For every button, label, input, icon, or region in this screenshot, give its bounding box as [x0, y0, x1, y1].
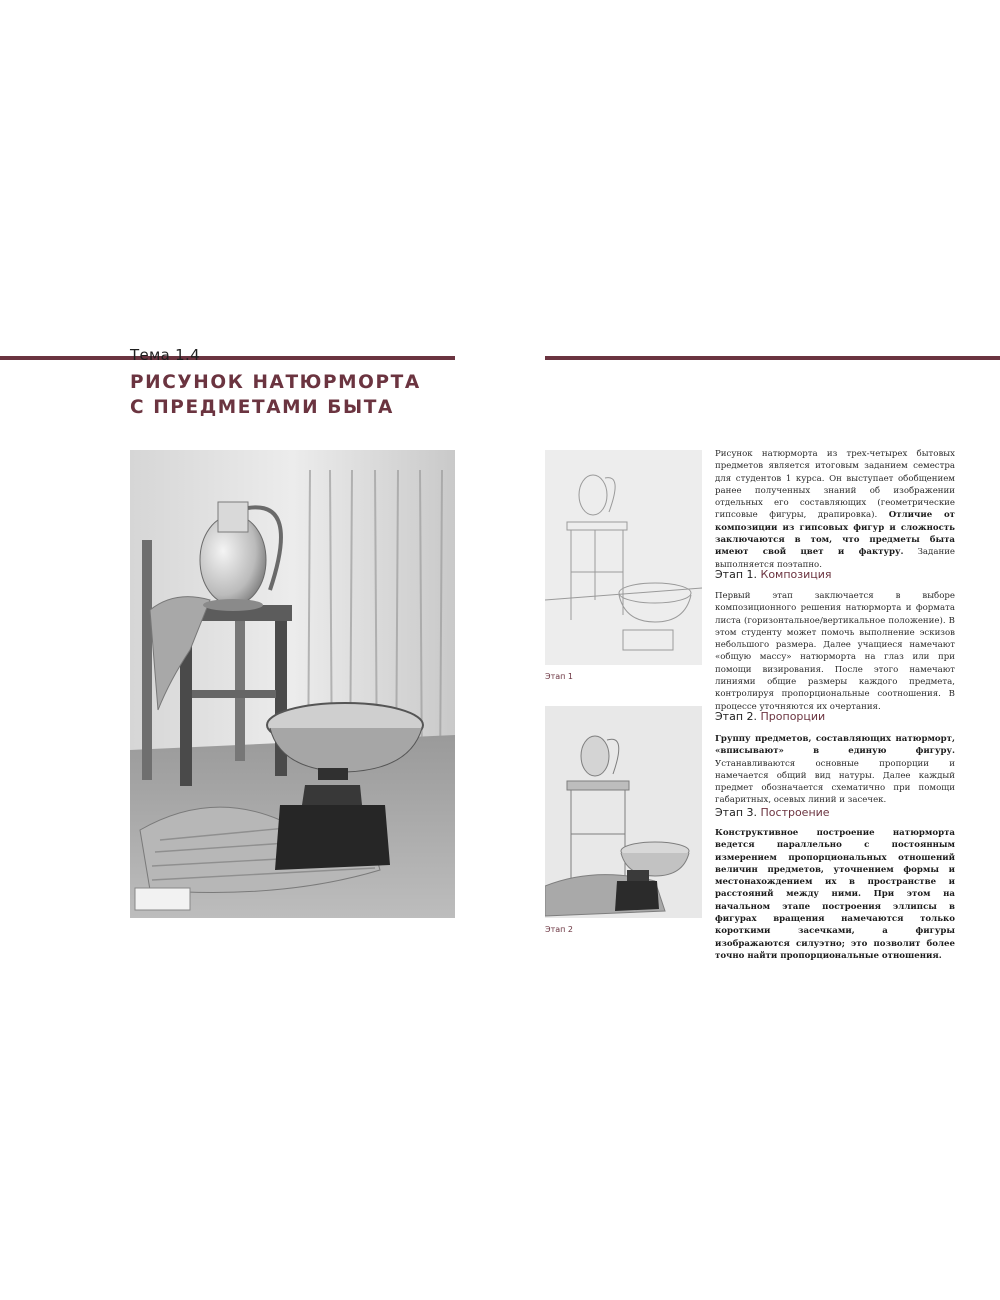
stage1-heading: [715, 568, 960, 581]
page-title: [130, 370, 460, 420]
stage1-caption: Этап 1: [545, 672, 574, 681]
stage1-drawing: [545, 450, 702, 665]
stage3-name: Построение: [760, 806, 830, 819]
topic-label: Тема 1.4: [130, 346, 200, 364]
stage1-paragraph: [715, 590, 955, 713]
intro-tail: Задание выполняется поэтапно.: [715, 547, 956, 570]
title-line-2: С ПРЕДМЕТАМИ БЫТА: [130, 397, 394, 418]
stage2-drawing: [545, 706, 702, 918]
main-still-life-drawing: [130, 450, 455, 918]
intro-plain: Рисунок натюрморта из трех-четырех бытовых предметов является итоговым заданием семестра для студентов 1 курса. Он выступает обобщением ранее полученных знаний об изображении отдельных его составляющих (геометрические гипсовые фигуры, драпировка).: [715, 449, 955, 521]
stage2-prefix: Этап 2.: [715, 710, 758, 723]
stage1-sketch-icon: [545, 450, 702, 665]
stage2-body: Устанавливаются основные пропорции и намечается общий вид натуры. Далее каждый предмет обозначается схематично при помощи габаритных, осевых линий и засечек.: [715, 758, 955, 806]
header-rule-right: [545, 356, 1000, 360]
still-life-drawing-icon: [130, 450, 455, 918]
stage2-bold: Группу предметов, составляющих натюрморт, «вписывают» в единую фигуру.: [715, 734, 955, 757]
stage1-name: Композиция: [760, 568, 832, 581]
intro-bold: Отличие от композиции из гипсовых фигур и сложность заключаются в том, что предметы быта имеют свой цвет и фактуру.: [715, 510, 955, 558]
stage3-heading: [715, 806, 960, 819]
stage2-name: Пропорции: [760, 710, 826, 723]
stage2-sketch-icon: [545, 706, 702, 918]
intro-paragraph: [715, 448, 955, 571]
stage1-body: Первый этап заключается в выборе композиционного решения натюрморта и формата листа (горизонтальное/вертикальное положение). В этом студенту может помочь выполнение эскизов небольшого размера. Далее учащиеся намечают «общую массу» натюрморта на глаз или при помощи визирования. После этого намечают линиями общие размеры каждого предмета, контролируя пропорциональные соотношения. В процессе уточняются их очертания.: [715, 591, 955, 712]
stage2-caption: Этап 2: [545, 925, 574, 934]
stage3-bold: Конструктивное построение натюрморта ведется параллельно с постоянным измерением пропорциональных отношений величин предметов, уточнением формы и местонахождением их в пространстве и расстояний между ними. При этом на начальном этапе построения эллипсы в фигурах вращения намечаются только короткими засечками, а фигуры изображаются силуэтно; это позволит более точно найти пропорциональные отношения.: [715, 828, 955, 961]
stage2-heading: [715, 710, 960, 723]
stage1-prefix: Этап 1.: [715, 568, 758, 581]
stage2-paragraph: [715, 733, 955, 807]
title-line-1: РИСУНОК НАТЮРМОРТА: [130, 372, 421, 393]
header-rule-left: [0, 356, 455, 360]
stage3-paragraph: [715, 827, 955, 962]
stage3-prefix: Этап 3.: [715, 806, 758, 819]
